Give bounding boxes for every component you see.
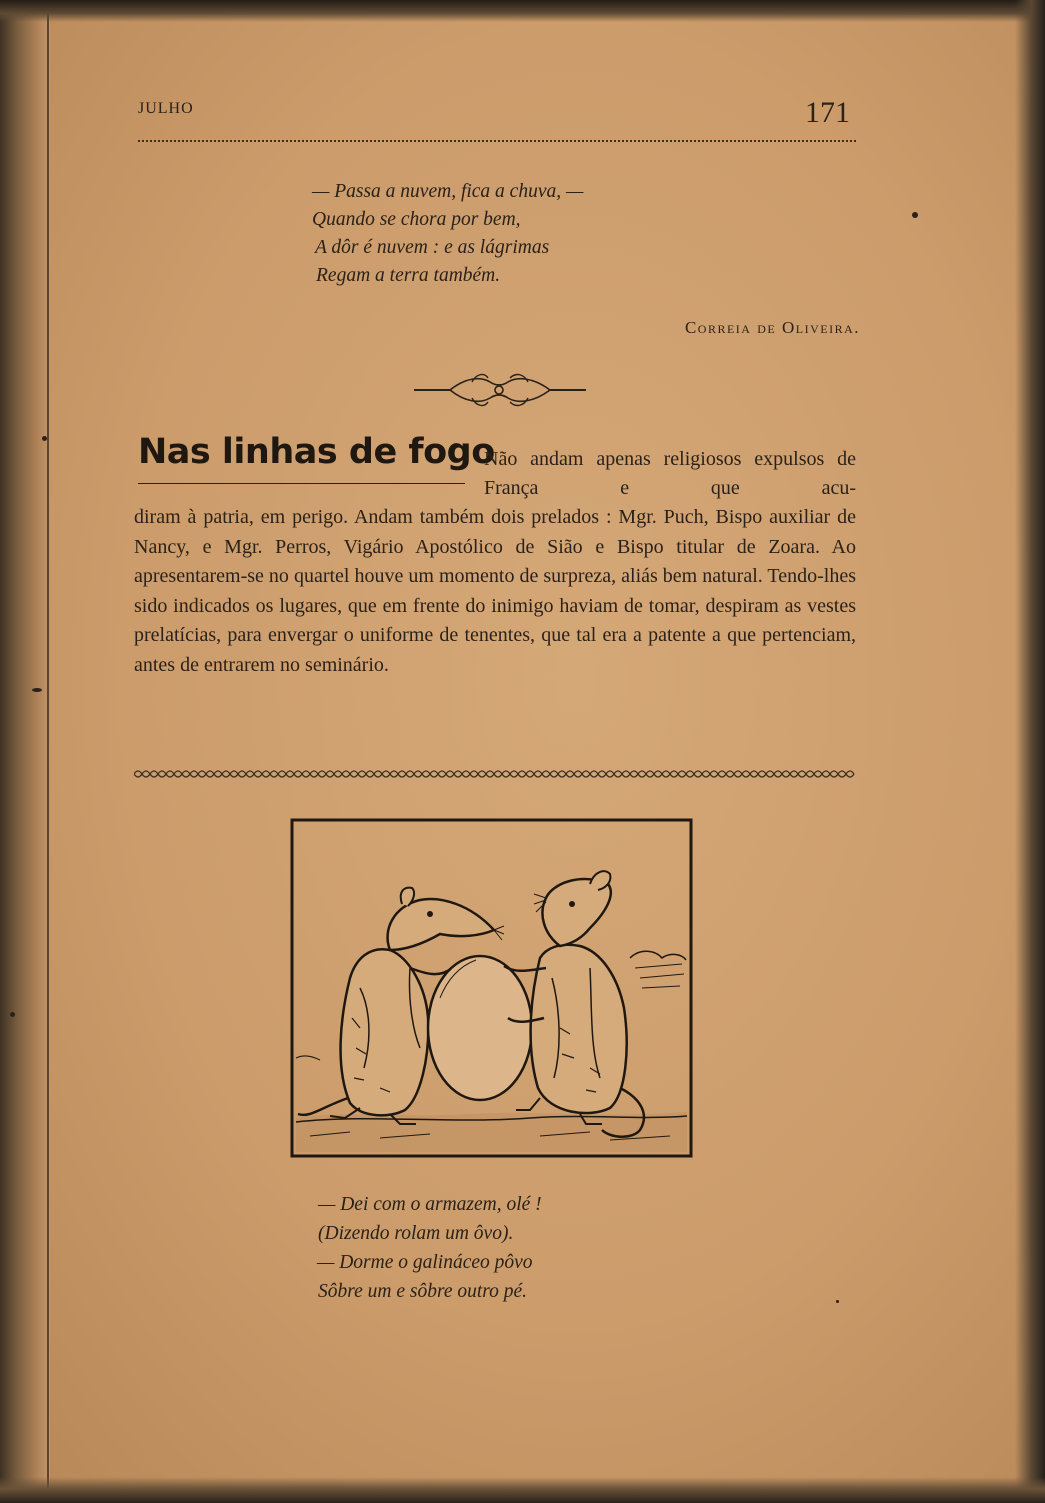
binding-edge	[47, 0, 49, 1503]
running-header-section: JULHO	[138, 100, 194, 117]
page-right-edge	[1015, 0, 1045, 1503]
paper-speck	[912, 212, 918, 218]
book-binding	[0, 0, 50, 1503]
poem-bottom-line: — Dorme o galináceo pôvo	[317, 1252, 533, 1273]
wave-divider	[134, 762, 856, 786]
poem-top-line: Regam a terra também.	[316, 265, 501, 286]
page-top-edge	[0, 0, 1045, 22]
poem-top-line: — Passa a nuvem, fica a chuva, —	[312, 181, 584, 202]
article-title: Nas linhas de fogo	[138, 432, 495, 472]
page-number: 171	[805, 96, 850, 129]
article-body: diram à patria, em perigo. Andam também dois prelados : Mgr. Puch, Bispo auxiliar de Nancy, e Mgr. Perros, Vigário Apostólico de Sião e Bispo titular de Zoara. Ao apresentarem-se no quartel houve um momento de surpreza, aliás bem natural. Tendo-lhes sido indicados os lugares, que em frente do inimigo haviam de tomar, despiram as vestes prelatícias, para envergar o uniforme de tenentes, que tal era a patente a que pertenciam, antes de entrarem no seminário.	[134, 506, 856, 676]
paper-speck	[10, 1012, 15, 1017]
poem-top	[312, 178, 583, 290]
egg	[428, 956, 532, 1100]
paper-speck	[836, 1300, 839, 1303]
poem-bottom-line: Sôbre um e sôbre outro pé.	[318, 1281, 528, 1302]
page-bottom-edge	[0, 1477, 1045, 1503]
header-divider	[138, 140, 856, 142]
poem-author: Correia de Oliveira.	[684, 318, 860, 337]
poem-top-line: Quando se chora por bem,	[312, 209, 521, 230]
ornament-divider	[410, 368, 590, 412]
paper-speck	[42, 436, 47, 441]
poem-bottom-line: (Dizendo rolam um ôvo).	[318, 1223, 514, 1244]
poem-top-line: A dôr é nuvem : e as lágrimas	[315, 237, 550, 258]
poem-bottom	[318, 1190, 542, 1306]
rats-egg-illustration	[290, 818, 693, 1158]
paper-speck	[32, 688, 42, 692]
title-underline	[138, 483, 465, 484]
article-intro: Não andam apenas religiosos expulsos de França e que acu-	[484, 448, 856, 499]
poem-bottom-line: — Dei com o armazem, olé !	[318, 1194, 542, 1215]
